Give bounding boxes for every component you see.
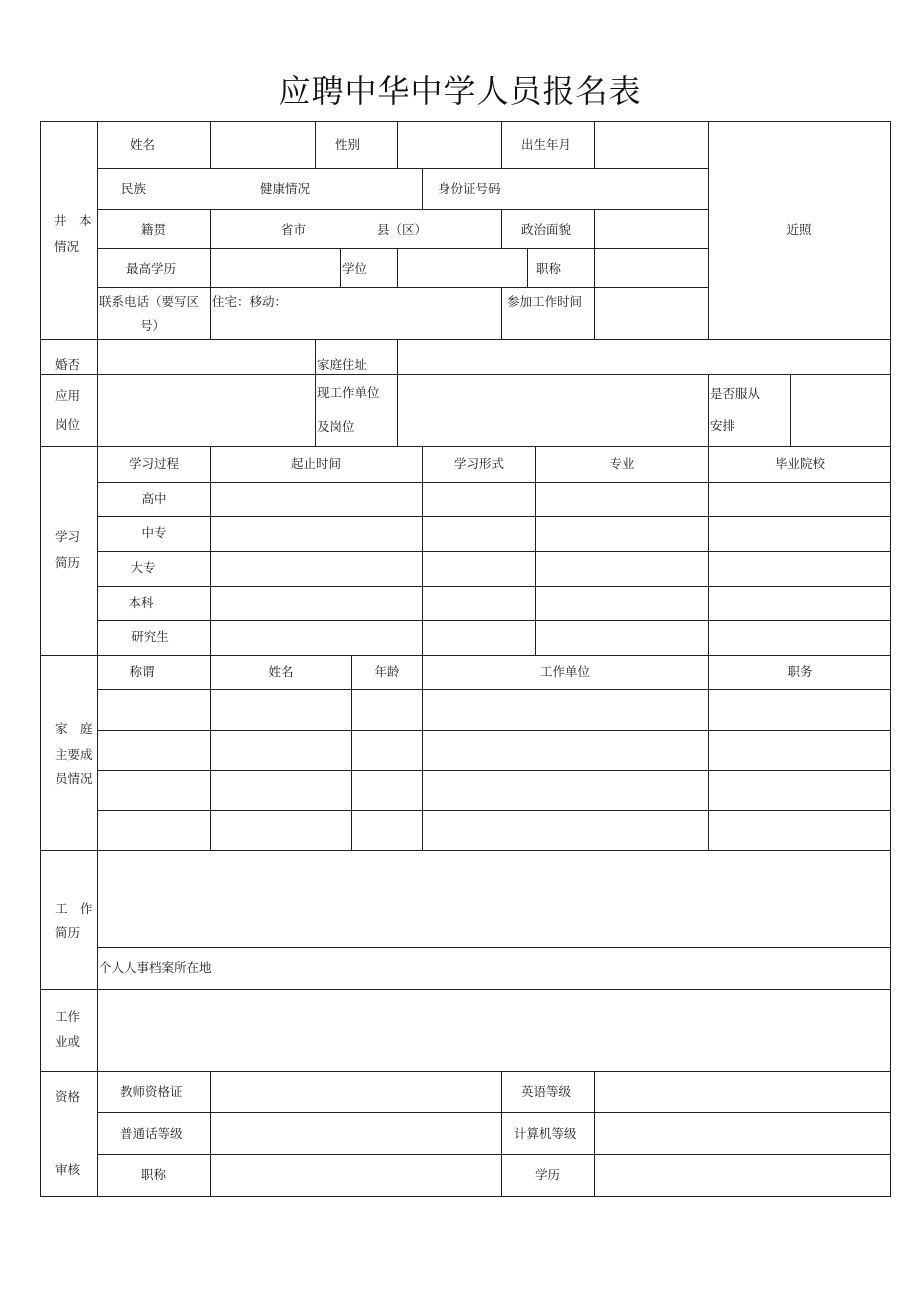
family-header-relation: 称谓 [129, 664, 155, 679]
birth-label: 出生年月 [521, 137, 572, 152]
family-header-name: 姓名 [268, 664, 294, 679]
study-header-period: 起止时间 [290, 456, 342, 471]
gender-field[interactable] [399, 123, 500, 167]
family-section-label-3: 员情况 [55, 771, 93, 786]
family-section-label: 家 庭 [55, 721, 93, 736]
qual-title-label: 职称 [141, 1167, 167, 1182]
native-place-label: 籍贯 [141, 222, 167, 237]
county-label: 县（区） [377, 222, 428, 237]
computer-field[interactable] [596, 1114, 889, 1153]
applied-position-field[interactable] [99, 376, 314, 445]
basic-section-label: 井 本 [54, 213, 92, 228]
health-label: 健康情况 [260, 181, 311, 196]
study-header-major: 专业 [609, 456, 635, 471]
study-header-form: 学习形式 [453, 456, 505, 471]
address-field[interactable] [399, 341, 889, 373]
obey-field[interactable] [792, 376, 889, 445]
phone-detail-label: 住宅：移动： [212, 294, 288, 309]
title-rank-label: 职称 [536, 261, 562, 276]
basic-section-label-2: 情况 [54, 239, 80, 254]
family-header-duty: 职务 [787, 664, 813, 679]
phone-label: 联系电话（要写区 [99, 294, 200, 309]
qual-education-field[interactable] [596, 1156, 889, 1196]
qualification-label-2: 审核 [55, 1162, 81, 1177]
study-section-label: 学习 [55, 529, 81, 544]
family-header-age: 年龄 [374, 664, 400, 679]
study-stage-bachelor: 本科 [128, 595, 154, 610]
obey-label-2: 安排 [710, 418, 736, 433]
marital-label: 婚否 [55, 357, 81, 372]
study-stage-graduate: 研究生 [131, 629, 169, 644]
study-stage-highschool: 高中 [141, 491, 167, 506]
work-resume-field[interactable] [99, 852, 889, 946]
teacher-cert-label: 教师资格证 [120, 1084, 183, 1099]
ethnicity-label: 民族 [121, 181, 147, 196]
id-number-label: 身份证号码 [438, 181, 501, 196]
qual-title-field[interactable] [212, 1156, 500, 1196]
name-field[interactable] [212, 123, 314, 167]
teacher-cert-field[interactable] [212, 1073, 500, 1111]
qual-education-label: 学历 [535, 1167, 561, 1182]
education-field[interactable] [212, 250, 339, 286]
birth-field[interactable] [596, 123, 707, 167]
name-label: 姓名 [130, 137, 156, 152]
province-city-label: 省市 [281, 222, 307, 237]
registration-form [40, 121, 891, 1197]
achievement-label-2: 业或 [55, 1034, 81, 1049]
work-section-label-2: 简历 [55, 925, 81, 940]
degree-label: 学位 [342, 261, 368, 276]
achievement-label: 工作 [55, 1009, 81, 1024]
mandarin-field[interactable] [212, 1114, 500, 1153]
obey-label: 是否服从 [710, 386, 761, 401]
marital-field[interactable] [99, 341, 314, 373]
applied-label: 应用 [55, 388, 81, 403]
family-section-label-2: 主要成 [55, 747, 93, 762]
study-stage-college: 大专 [130, 560, 156, 575]
mandarin-label: 普通话等级 [120, 1126, 183, 1141]
english-label: 英语等级 [521, 1084, 572, 1099]
gender-label: 性别 [335, 137, 361, 152]
education-label: 最高学历 [126, 261, 177, 276]
work-section-label: 工 作 [55, 901, 93, 916]
computer-label: 计算机等级 [514, 1126, 577, 1141]
study-section-label-2: 简历 [55, 555, 81, 570]
family-header-unit: 工作单位 [539, 664, 591, 679]
photo-box[interactable] [710, 123, 889, 338]
work-start-field[interactable] [596, 289, 707, 338]
address-label: 家庭住址 [317, 357, 368, 372]
current-unit-label: 现工作单位 [317, 385, 380, 400]
achievement-field[interactable] [99, 991, 889, 1070]
english-field[interactable] [596, 1073, 889, 1111]
study-header-school: 毕业院校 [774, 456, 826, 471]
work-start-label: 参加工作时间 [507, 294, 583, 309]
applied-label-2: 岗位 [55, 417, 81, 432]
study-stage-vocational: 中专 [141, 525, 167, 540]
current-unit-label-2: 及岗位 [317, 419, 355, 434]
political-label: 政治面貌 [521, 222, 572, 237]
photo-label: 近照 [786, 222, 812, 237]
study-header-process: 学习过程 [128, 456, 180, 471]
phone-label-2: 号） [140, 318, 166, 333]
archive-label: 个人人事档案所在地 [99, 960, 212, 975]
political-field[interactable] [596, 211, 707, 247]
form-title: 应聘中华中学人员报名表 [278, 72, 642, 110]
qualification-label: 资格 [55, 1089, 81, 1104]
current-unit-field[interactable] [399, 376, 707, 445]
